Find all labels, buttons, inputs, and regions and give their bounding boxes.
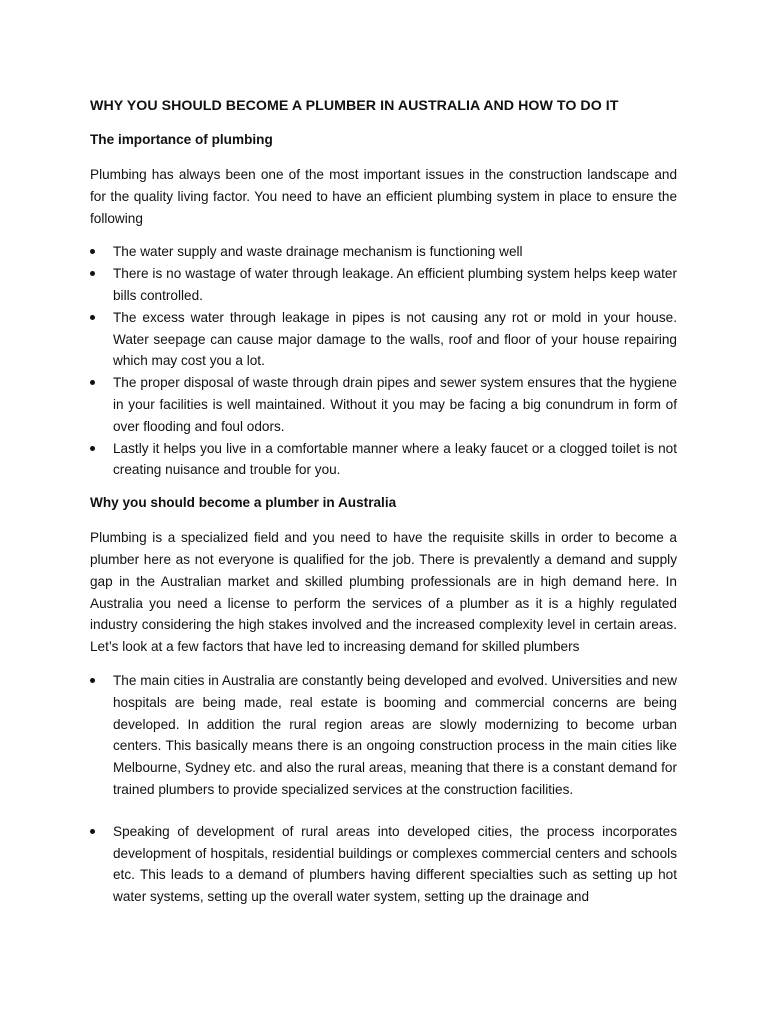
list-item-text: The excess water through leakage in pipes is not causing any rot or mold in your house. Water seepage can cause major damage to the walls, roof and floor of your house repairing which may cost you a lot. [113, 309, 677, 369]
list-item-text: Speaking of development of rural areas into developed cities, the process incorporates development of hospitals, residential buildings or complexes commercial centers and schools etc. This leads to a demand of plumbers having different specialties such as setting up hot water systems, setting up the overall water system, setting up the drainage and [113, 823, 677, 905]
importance-bullet-list [90, 241, 677, 481]
bullet-icon [90, 380, 95, 385]
bullet-icon [90, 829, 95, 834]
list-item [90, 263, 677, 307]
section-heading-why-australia: Why you should become a plumber in Australia [90, 495, 397, 511]
list-item [90, 307, 677, 372]
section-intro-importance: Plumbing has always been one of the most important issues in the construction landscape and for the quality living factor. You need to have an efficient plumbing system in place to ensure the following [90, 167, 677, 226]
list-item-text: The proper disposal of waste through drain pipes and sewer system ensures that the hygiene in your facilities is well maintained. Without it you may be facing a big conundrum in form of over flooding and foul odors. [113, 375, 677, 434]
document-title: WHY YOU SHOULD BECOME A PLUMBER IN AUSTRALIA AND HOW TO DO IT [90, 98, 619, 114]
factors-bullet-list [90, 670, 677, 908]
list-item-text: The main cities in Australia are constantly being developed and evolved. Universities and new hospitals are being made, real estate is booming and commercial concerns are being developed. In addition the rural region areas are slowly modernizing to become urban centers. This basically means there is an ongoing construction process in the main cities like Melbourne, Sydney etc. and also the rural areas, meaning that there is a constant demand for trained plumbers to provide specialized services at the construction facilities. [113, 672, 677, 797]
list-item-text: There is no wastage of water through leakage. An efficient plumbing system helps keep water bills controlled. [113, 266, 677, 303]
list-item [90, 821, 677, 908]
section-heading-importance: The importance of plumbing [90, 132, 273, 147]
document-page [90, 96, 677, 928]
list-item-text: Lastly it helps you live in a comfortable manner where a leaky faucet or a clogged toilet is not creating nuisance and trouble for you. [113, 440, 677, 478]
list-item [90, 372, 677, 437]
bullet-icon [90, 446, 95, 451]
list-item-text: The water supply and waste drainage mechanism is functioning well [113, 244, 523, 260]
list-item [90, 670, 677, 801]
list-item [90, 438, 677, 482]
bullet-icon [90, 271, 95, 276]
section-intro-why-australia: Plumbing is a specialized field and you need to have the requisite skills in order to become a plumber here as not everyone is qualified for the job. There is prevalently a demand and supply gap in the Australian market and skilled plumbing professionals are in high demand here. In Australia you need a license to perform the services of a plumber as it is a highly regulated industry considering the high stakes involved and the increased complexity level in certain areas. Let’s look at a few factors that have led to increasing demand for skilled plumbers [90, 530, 677, 655]
bullet-icon [90, 249, 95, 254]
bullet-icon [90, 315, 95, 320]
list-item [90, 241, 677, 263]
bullet-icon [90, 678, 95, 683]
